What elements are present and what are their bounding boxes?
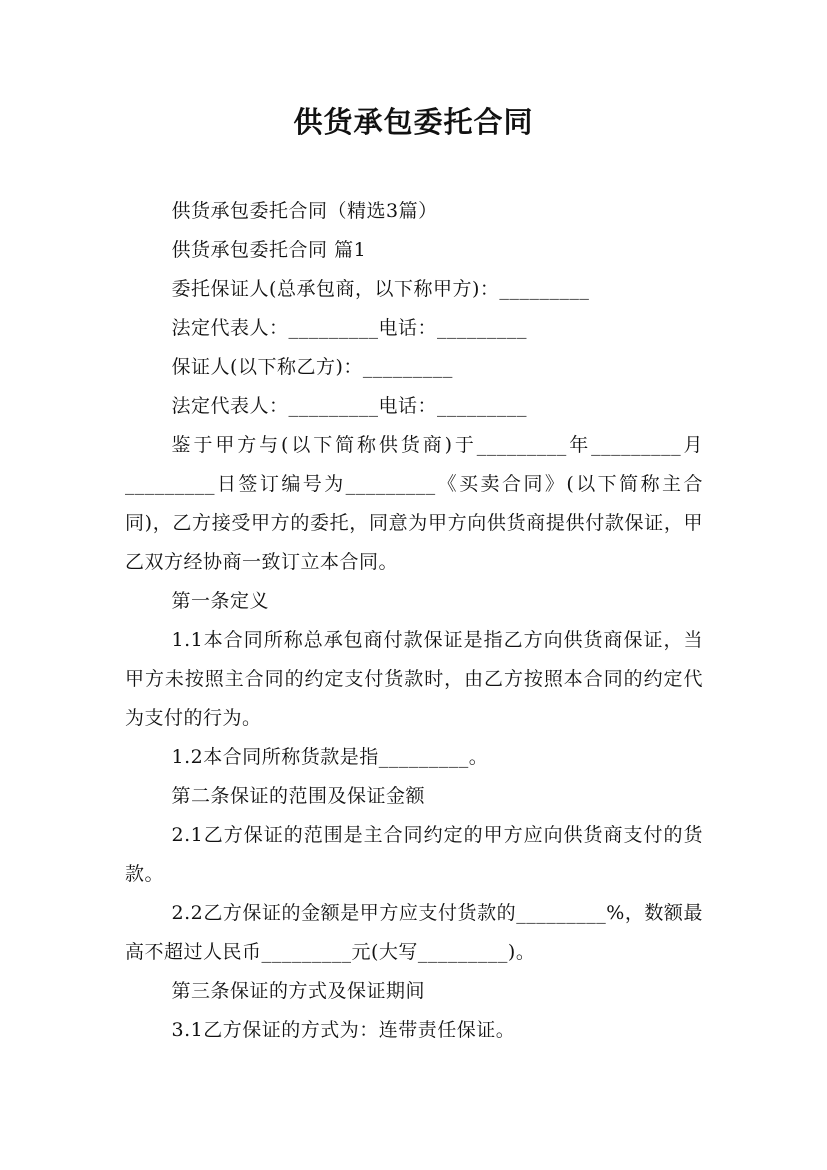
paragraph: 2.2乙方保证的金额是甲方应支付货款的_________%，数额最高不超过人民币_________元(大写_________)。	[125, 902, 703, 963]
document-title: 供货承包委托合同	[293, 105, 534, 139]
paragraph: 法定代表人：_________电话：_________	[171, 317, 528, 339]
section-heading: 第二条保证的范围及保证金额	[171, 785, 426, 807]
paragraph: 1.2本合同所称货款是指_________。	[171, 746, 489, 768]
paragraph: 供货承包委托合同 篇1	[171, 239, 367, 261]
section-heading: 第一条定义	[171, 590, 270, 612]
paragraph: 1.1本合同所称总承包商付款保证是指乙方向供货商保证，当甲方未按照主合同的约定支付货款时，由乙方按照本合同的约定代为支付的行为。	[125, 629, 703, 729]
paragraph: 鉴于甲方与(以下简称供货商)于_________年_________月_________日签订编号为_________《买卖合同》(以下简称主合同)，乙方接受甲方的委托，同意为甲方向供货商提供付款保证，甲乙双方经协商一致订立本合同。	[125, 434, 703, 573]
paragraph: 3.1乙方保证的方式为：连带责任保证。	[171, 1019, 516, 1041]
paragraph: 2.1乙方保证的范围是主合同约定的甲方应向供货商支付的货款。	[125, 824, 703, 885]
paragraph: 法定代表人：_________电话：_________	[171, 395, 528, 417]
paragraph: 委托保证人(总承包商，以下称甲方)：_________	[171, 278, 590, 300]
paragraph: 供货承包委托合同（精选3篇）	[171, 200, 438, 222]
paragraph: 保证人(以下称乙方)：_________	[171, 356, 453, 378]
section-heading: 第三条保证的方式及保证期间	[171, 980, 426, 1002]
document-body	[125, 192, 703, 1050]
